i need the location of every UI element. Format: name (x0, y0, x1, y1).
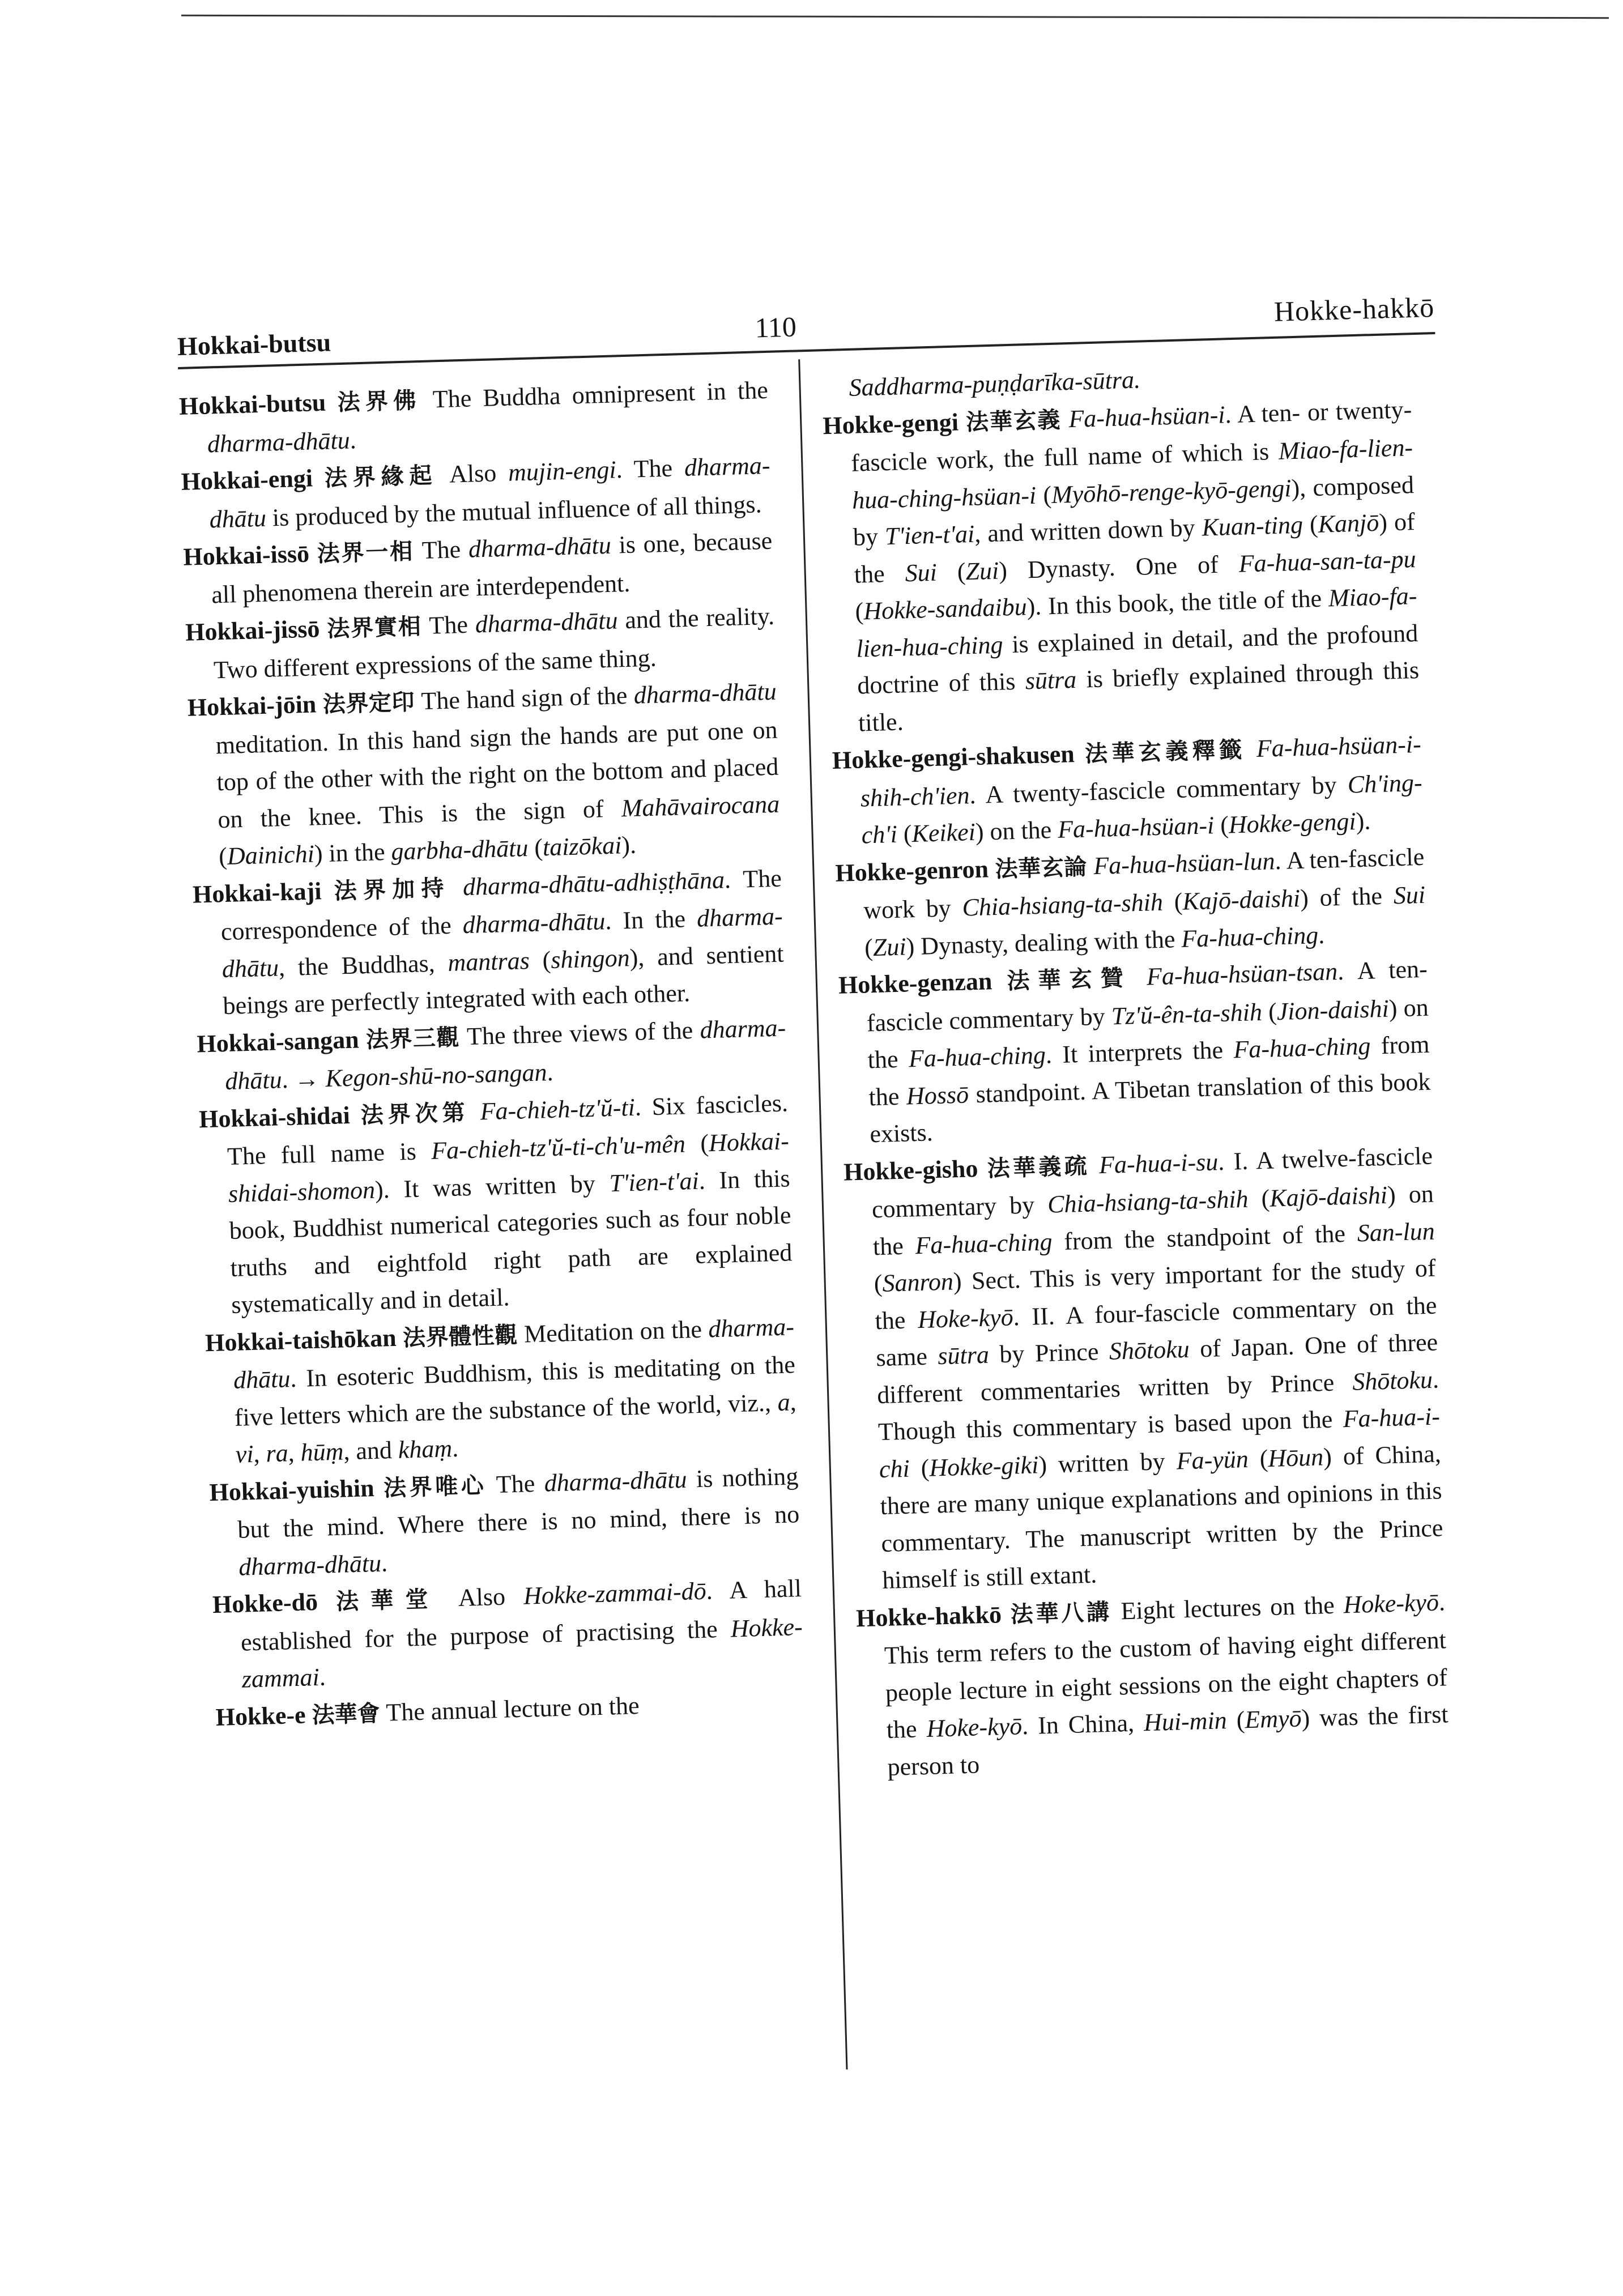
entry-headword: Hokkai-sangan (196, 1025, 360, 1058)
entry-headword: Hokke-e (215, 1701, 306, 1731)
entry-headword: Hokkai-issō (182, 539, 310, 571)
left-column (178, 372, 805, 1737)
entry-definition: Also mujin-engi. The dharma-dhātu is produced by the mutual influence of all things. (208, 451, 771, 533)
entry-headword: Hokkai-engi (181, 464, 313, 496)
dictionary-entry (198, 1084, 794, 1324)
entry-kanji: 法華義疏 (987, 1153, 1090, 1182)
entry-definition: The hand sign of the dharma-dhātu meditation. In this hand sign the hands are put one on top of the other with the right on the bottom and placed on the knee. This is the sign of Mahāvairocana (Dainichi) in the garbha-dhātu (taizōkai). (215, 677, 780, 871)
page-number: 110 (754, 310, 797, 344)
entry-definition: The Buddha omnipresent in the dharma-dhātu. (207, 376, 769, 458)
entry-definition: dharma-dhātu-adhiṣṭhāna. The correspondence of the dharma-dhātu. In the dharma-dhātu, the Buddhas, mantras (shingon), and sentient beings are perfectly integrated with each other. (220, 864, 785, 1020)
entry-continuation: Saddharma-puṇḍarīka-sūtra. (848, 365, 1141, 402)
entry-kanji: 法界實相 (326, 614, 423, 642)
entry-headword: Hokke-dō (212, 1587, 318, 1619)
entry-headword: Hokkai-jissō (185, 615, 320, 646)
entry-definition: Fa-hua-hsüan-lun. A ten-fascicle work by Chia-hsiang-ta-shih (Kajō-daishi) of the Sui (Zui) Dynasty, dealing with the Fa-hua-ching. (863, 842, 1426, 961)
entry-definition: The dharma-dhātu is nothing but the mind. Where there is no mind, there is no dharma-dhātu. (237, 1462, 800, 1581)
entry-definition: Fa-hua-hsüan-i. A ten- or twenty-fascicle work, the full name of which is Miao-fa-lien-hua-ching-hsüan-i (Myōhō-renge-kyō-gengi), composed by T'ien-t'ai, and written down by Kuan-ting (Kanjō) of the Sui (Zui) Dynasty. One of Fa-hua-san-ta-pu (Hokke-sandaibu). In this book, the title of the Miao-fa-lien-hua-ching is explained in detail, and the profound doctrine of this sūtra is briefly explained through this title. (850, 395, 1420, 737)
entry-kanji: 法界緣起 (324, 462, 438, 492)
running-head-left: Hokkai-butsu (177, 327, 331, 361)
dictionary-entry (838, 951, 1432, 1153)
running-head-right: Hokke-hakkō (1273, 291, 1435, 327)
entry-kanji: 法界唯心 (383, 1472, 487, 1502)
dictionary-entry (855, 1583, 1450, 1786)
dictionary-entry (823, 391, 1421, 742)
top-page-rule (181, 15, 1609, 19)
dictionary-entry (192, 859, 785, 1025)
entry-headword: Hokke-gisho (843, 1154, 979, 1186)
dictionary-entry (835, 838, 1427, 966)
dictionary-page (176, 248, 1485, 2152)
entry-headword: Hokkai-butsu (178, 388, 326, 420)
entry-headword: Hokke-genzan (838, 967, 992, 999)
entry-definition: The dharma-dhātu and the reality. Two different expressions of the same thing. (213, 602, 775, 684)
entry-kanji: 法界次第 (360, 1099, 470, 1128)
entry-kanji: 法界三觀 (365, 1024, 461, 1053)
entry-headword: Hokkai-kaji (192, 876, 322, 909)
right-column (821, 353, 1450, 1786)
entry-definition: Fa-chieh-tz'ŭ-ti. Six fascicles. The full name is Fa-chieh-tz'ŭ-ti-ch'u-mên (Hokkai-shidai-shomon). It was written by T'ien-t'ai. In this book, Buddhist numerical categories such as four noble truths and eightfold right path are explained systematically and in detail. (227, 1088, 793, 1319)
entry-definition: Meditation on the dharma-dhātu. In esoteric Buddhism, this is meditating on the five letters which are the substance of the world, viz., a, vi, ra, hūṃ, and khaṃ. (233, 1312, 797, 1468)
entry-kanji: 法華八講 (1010, 1599, 1113, 1628)
entry-definition: Fa-hua-i-su. I. A twelve-fascicle commentary by Chia-hsiang-ta-shih (Kajō-daishi) on the Fa-hua-ching from the standpoint of the San-lun (Sanron) Sect. This is very important for the study of the Hoke-kyō. II. A four-fascicle commentary on the same sūtra by Prince Shōtoku of Japan. One of three different commentaries written by Prince Shōtoku. Though this commentary is based upon the Fa-hua-i-chi (Hokke-giki) written by Fa-yün (Hōun) of China, there are many unique explanations and opinions in this commentary. The manuscript written by the Prince himself is still extant. (871, 1141, 1443, 1595)
entry-definition: The three views of the dharma-dhātu. → Kegon-shū-no-sangan. (224, 1013, 786, 1096)
entry-headword: Hokkai-jōin (187, 690, 317, 722)
entry-kanji: 法華玄義 (965, 406, 1062, 436)
entry-headword: Hokke-hakkō (855, 1600, 1002, 1632)
entry-definition: Eight lectures on the Hoke-kyō. This term refers to the custom of having eight different people lecture in eight sessions on the eight chapters of the Hoke-kyō. In China, Hui-min (Emyō) was the first person to (884, 1587, 1449, 1781)
dictionary-entry (205, 1308, 798, 1474)
dictionary-entry (212, 1570, 804, 1698)
entry-definition: The dharma-dhātu is one, because all phenomena therein are interdependent. (211, 526, 773, 608)
entry-kanji: 法華玄論 (994, 853, 1088, 883)
entry-kanji: 法界佛 (336, 387, 422, 416)
dictionary-entry (187, 673, 781, 876)
entry-headword: Hokkai-taishōkan (205, 1323, 397, 1357)
entry-definition: Fa-hua-hsüan-i-shih-ch'ien. A twenty-fascicle commentary by Ch'ing-ch'i (Keikei) on the Fa-hua-hsüan-i (Hokke-gengi). (860, 730, 1423, 849)
entry-kanji: 法華會 (311, 1700, 381, 1728)
dictionary-entry (832, 726, 1424, 854)
entry-kanji: 法界定印 (322, 689, 415, 718)
entry-headword: Hokke-genron (834, 854, 989, 887)
entry-definition: Fa-hua-hsüan-tsan. A ten-fascicle commentary by Tz'ŭ-ên-ta-shih (Jion-daishi) on the Fa-hua-ching. It interprets the Fa-hua-ching from the Hossō standpoint. A Tibetan translation of this book exists. (866, 955, 1431, 1148)
entry-headword: Hokkai-yuishin (208, 1473, 375, 1506)
entry-kanji: 法界加持 (334, 875, 451, 905)
entry-kanji: 法華玄義釋籤 (1084, 736, 1247, 768)
entry-kanji: 法界體性觀 (402, 1322, 518, 1352)
entry-headword: Hokke-gengi-shakusen (832, 740, 1075, 774)
entry-kanji: 法華堂 (335, 1586, 441, 1615)
dictionary-entry (843, 1137, 1445, 1600)
entry-headword: Hokkai-shidai (198, 1101, 351, 1133)
entry-definition: The annual lecture on the (385, 1691, 640, 1727)
entry-kanji: 法界一相 (317, 538, 415, 568)
entry-headword: Hokke-gengi (822, 408, 959, 440)
dictionary-entry (209, 1458, 801, 1586)
entry-kanji: 法華玄贊 (1006, 965, 1132, 995)
entry-definition: Also Hokke-zammai-dō. A hall established for the purpose of practising the Hokke-zammai. (240, 1574, 803, 1693)
